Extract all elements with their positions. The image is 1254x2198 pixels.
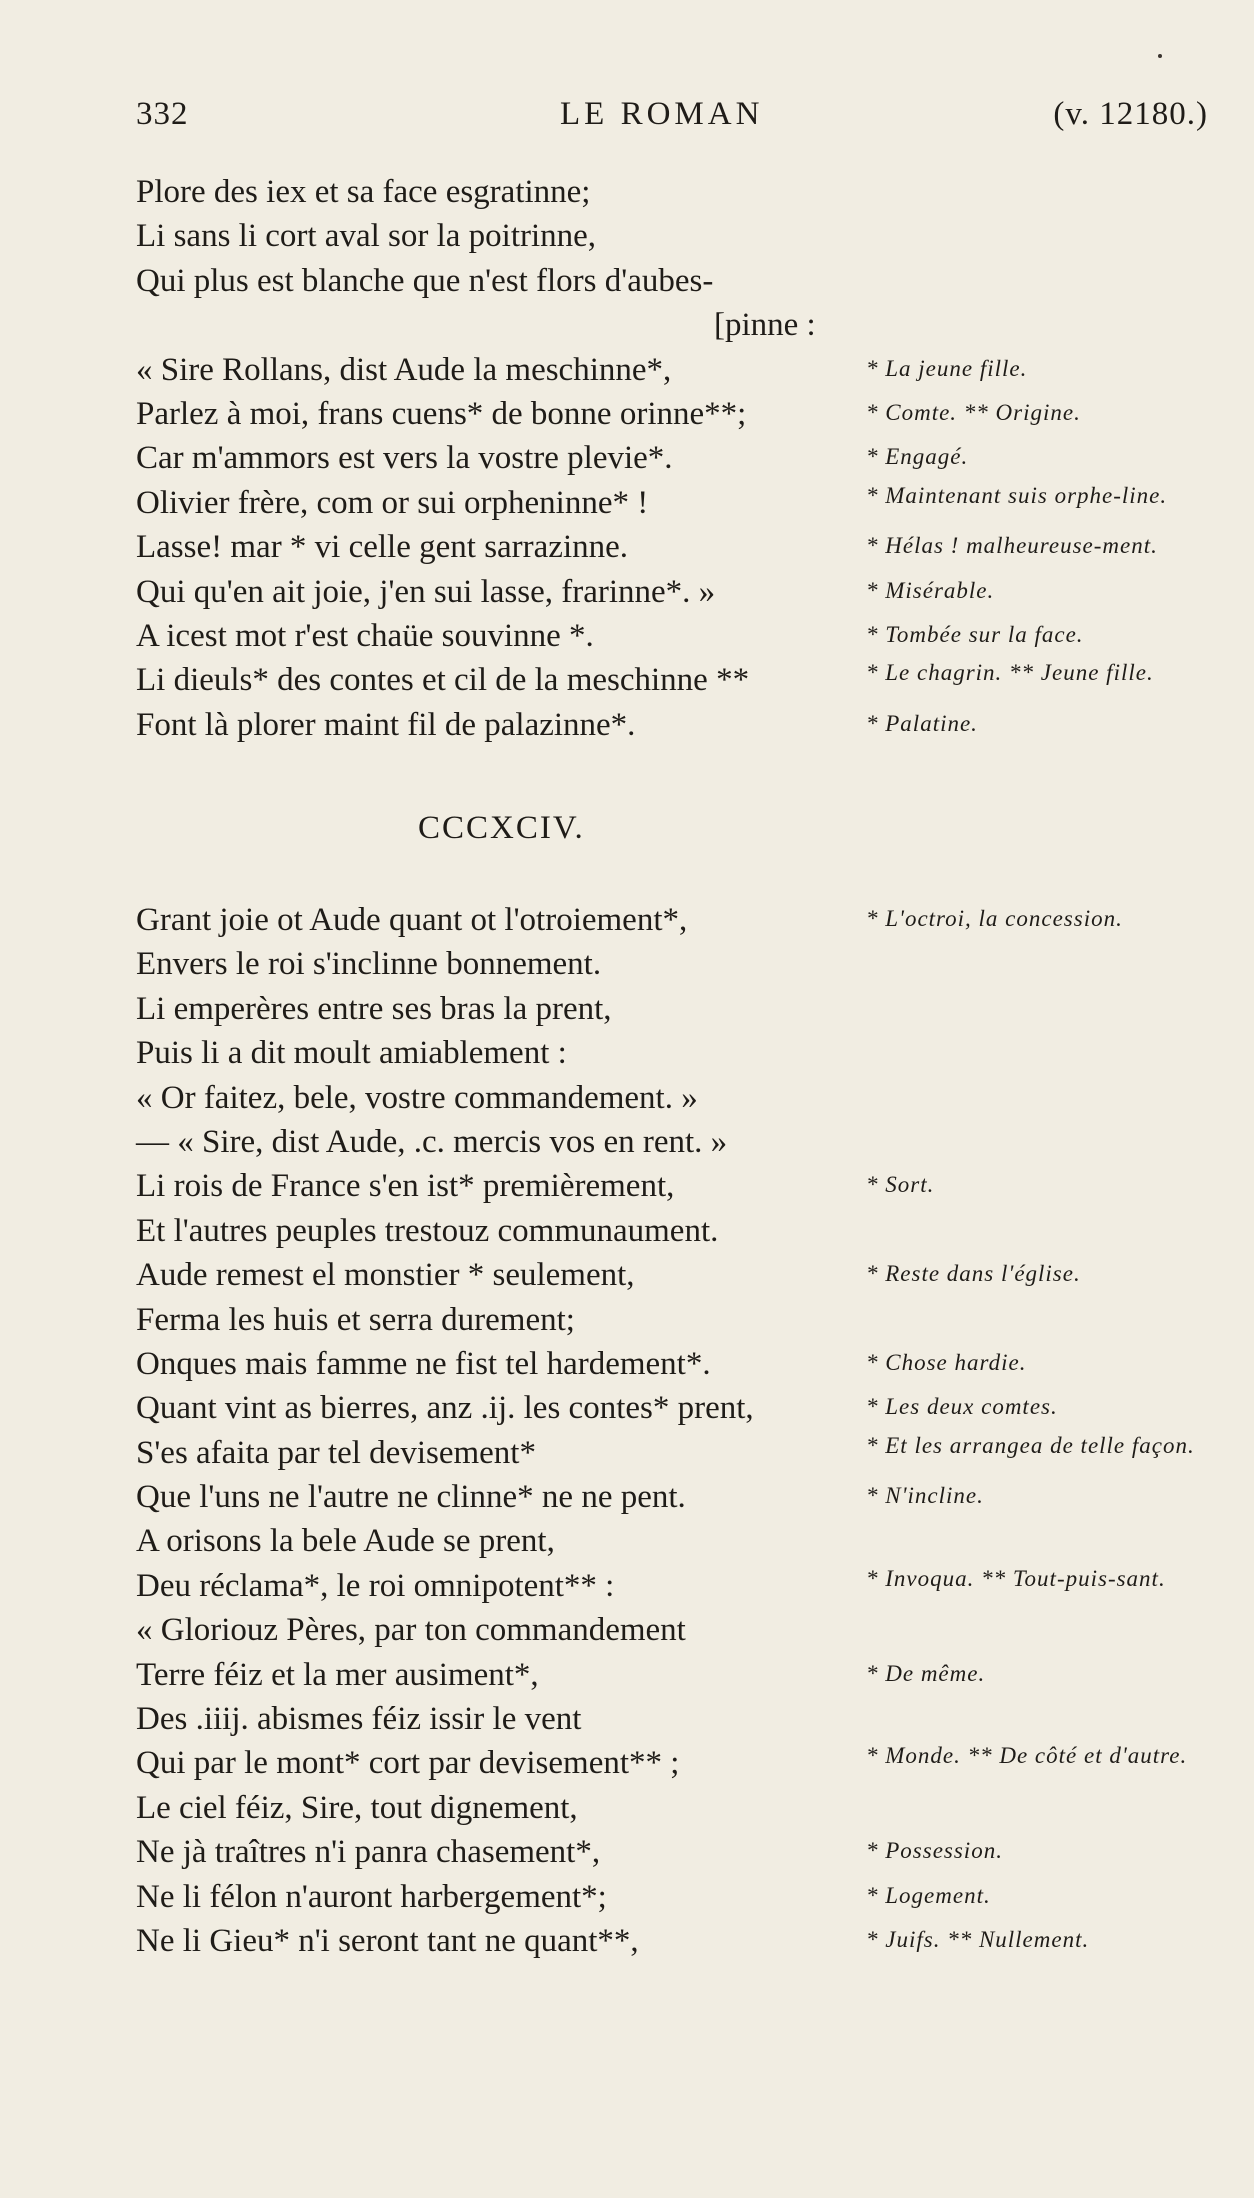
verse-line	[136, 1741, 1216, 1785]
marginal-gloss: * Juifs. ** Nullement.	[866, 1926, 1090, 1952]
verse-text: Lasse! mar * vi celle gent sarrazinne.	[136, 529, 629, 566]
verse-text: Ne li félon n'auront harbergement*;	[136, 1878, 607, 1915]
verse-text: S'es afaita par tel devisement*	[136, 1434, 536, 1471]
verse-line	[136, 259, 1216, 303]
stanza-ccxciv	[136, 898, 1216, 1963]
verse-line	[136, 1608, 1216, 1652]
verse-text: Plore des iex et sa face esgratinne;	[136, 174, 591, 210]
verse-text: Li sans li cort aval sor la poitrinne,	[136, 218, 597, 255]
marginal-gloss: * Sort.	[866, 1172, 935, 1198]
print-speck	[1158, 54, 1162, 58]
marginal-gloss: * Invoqua. ** Tout-puis-sant.	[866, 1565, 1166, 1591]
verse-line	[136, 1697, 1216, 1741]
verse-line	[136, 1919, 1216, 1963]
verse-line	[136, 481, 1216, 525]
running-title: LE ROMAN	[560, 96, 764, 132]
marginal-gloss: * Les deux comtes.	[866, 1394, 1058, 1420]
verse-line	[136, 1475, 1216, 1519]
verse-text: Car m'ammors est vers la vostre plevie*.	[136, 440, 673, 477]
verse-line	[136, 1875, 1216, 1919]
verse-text: Deu réclama*, le roi omnipotent** :	[136, 1567, 615, 1604]
verse-text: Li rois de France s'en ist* premièrement,	[136, 1168, 675, 1205]
verse-text: Que l'uns ne l'autre ne clinne* ne ne pent.	[136, 1479, 686, 1516]
running-header	[136, 96, 1208, 146]
marginal-gloss: * Logement.	[866, 1882, 991, 1908]
verse-line	[136, 348, 1216, 392]
verse-text: Qui qu'en ait joie, j'en sui lasse, frarinne*. »	[136, 573, 716, 610]
verse-text: Quant vint as bierres, anz .ij. les contes* prent,	[136, 1390, 754, 1427]
verse-line	[136, 1253, 1216, 1297]
verse-text: Olivier frère, com or sui orpheninne* !	[136, 484, 649, 521]
verse-text: Ferma les huis et serra durement;	[136, 1301, 575, 1338]
marginal-gloss: * Misérable.	[866, 577, 995, 603]
verse-line	[136, 1830, 1216, 1874]
verse-line	[136, 392, 1216, 436]
verse-reference: (v. 12180.)	[1053, 96, 1208, 132]
verse-text: A icest mot r'est chaüe souvinne *.	[136, 617, 594, 654]
verse-line	[136, 1786, 1216, 1830]
verse-text: « Sire Rollans, dist Aude la meschinne*,	[136, 351, 672, 388]
marginal-gloss: * Monde. ** De côté et d'autre.	[866, 1743, 1188, 1769]
verse-line	[136, 1431, 1216, 1475]
verse-text: Grant joie ot Aude quant ot l'otroiement*,	[136, 902, 688, 938]
marginal-gloss: * Et les arrangea de telle façon.	[866, 1432, 1195, 1458]
marginal-gloss: * Chose hardie.	[866, 1349, 1027, 1375]
verse-line	[136, 1386, 1216, 1430]
marginal-gloss: * Reste dans l'église.	[866, 1261, 1081, 1287]
verse-text: Ne jà traîtres n'i panra chasement*,	[136, 1834, 601, 1871]
verse-line	[136, 1164, 1216, 1208]
verse-line	[136, 658, 1216, 702]
marginal-gloss: * N'incline.	[866, 1483, 984, 1509]
verse-line	[136, 436, 1216, 480]
marginal-gloss: * Hélas ! malheureuse-ment.	[866, 533, 1158, 559]
verse-text: Li emperères entre ses bras la prent,	[136, 990, 612, 1027]
verse-line	[136, 1209, 1216, 1253]
verse-text: Font là plorer maint fil de palazinne*.	[136, 706, 636, 743]
verse-line	[136, 303, 1216, 347]
verse-text: [pinne :	[714, 307, 816, 344]
marginal-gloss: * Palatine.	[866, 710, 978, 736]
marginal-gloss: * Tombée sur la face.	[866, 621, 1084, 647]
verse-text: Le ciel féiz, Sire, tout dignement,	[136, 1789, 578, 1826]
verse-text: Envers le roi s'inclinne bonnement.	[136, 946, 602, 983]
verse-text: Terre féiz et la mer ausiment*,	[136, 1656, 539, 1693]
verse-line	[136, 170, 1216, 214]
marginal-gloss: * Comte. ** Origine.	[866, 399, 1081, 425]
marginal-gloss: * Maintenant suis orphe-line.	[866, 482, 1168, 508]
verse-line	[136, 703, 1216, 747]
stanza-ccxciii-end	[136, 170, 1216, 747]
verse-line	[136, 942, 1216, 986]
verse-line	[136, 1564, 1216, 1608]
marginal-gloss: * De même.	[866, 1660, 986, 1686]
marginal-gloss: * Le chagrin. ** Jeune fille.	[866, 660, 1154, 686]
verse-text: Qui plus est blanche que n'est flors d'aubes-	[136, 262, 714, 299]
marginal-gloss: * La jeune fille.	[866, 355, 1028, 381]
verse-line	[136, 1031, 1216, 1075]
verse-text: Qui par le mont* cort par devisement** ;	[136, 1745, 680, 1782]
verse-line	[136, 525, 1216, 569]
marginal-gloss: * L'octroi, la concession.	[866, 906, 1123, 931]
verse-text: Aude remest el monstier * seulement,	[136, 1257, 635, 1294]
verse-text: Li dieuls* des contes et cil de la meschinne **	[136, 662, 750, 699]
verse-text: Parlez à moi, frans cuens* de bonne orinne**;	[136, 395, 747, 432]
verse-line	[136, 614, 1216, 658]
verse-text: « Or faitez, bele, vostre commandement. »	[136, 1079, 698, 1116]
verse-line	[136, 1342, 1216, 1386]
verse-text: A orisons la bele Aude se prent,	[136, 1523, 555, 1560]
verse-line	[136, 898, 1216, 942]
section-heading: CCCXCIV.	[418, 810, 585, 846]
page-number: 332	[136, 96, 189, 132]
verse-text: Ne li Gieu* n'i seront tant ne quant**,	[136, 1922, 639, 1959]
verse-line	[136, 1120, 1216, 1164]
verse-line	[136, 1076, 1216, 1120]
verse-text: Des .iiij. abismes féiz issir le vent	[136, 1701, 582, 1738]
verse-text: — « Sire, dist Aude, .c. mercis vos en rent. »	[136, 1123, 728, 1160]
marginal-gloss: * Possession.	[866, 1838, 1003, 1864]
verse-line	[136, 1519, 1216, 1563]
verse-text: Onques mais famme ne fist tel hardement*.	[136, 1345, 711, 1382]
marginal-gloss: * Engagé.	[866, 444, 969, 470]
verse-line	[136, 987, 1216, 1031]
verse-line	[136, 570, 1216, 614]
verse-line	[136, 1653, 1216, 1697]
verse-line	[136, 214, 1216, 258]
verse-text: Puis li a dit moult amiablement :	[136, 1035, 567, 1072]
verse-text: « Gloriouz Pères, par ton commandement	[136, 1612, 686, 1649]
verse-text: Et l'autres peuples trestouz communaument.	[136, 1212, 719, 1249]
verse-line	[136, 1298, 1216, 1342]
